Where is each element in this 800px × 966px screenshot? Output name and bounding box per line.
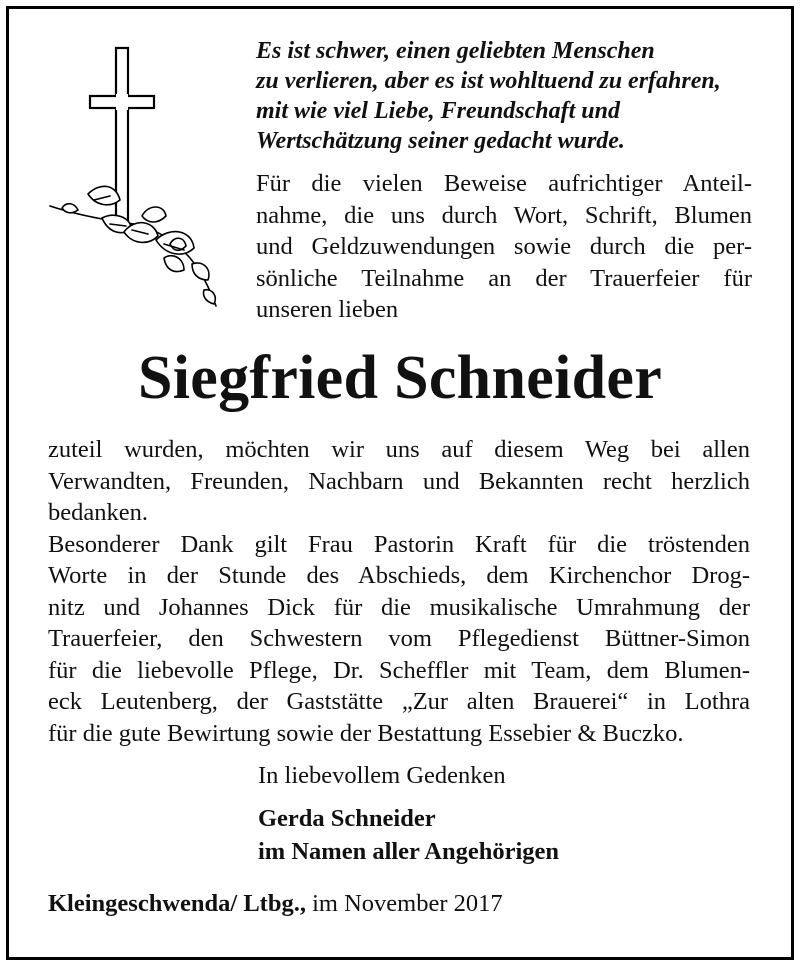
signature-line: im Namen aller Angehörigen [258, 838, 560, 865]
quote-line: zu verlieren, aber es ist wohltuend zu erfahren, [256, 68, 721, 94]
intro-line: unseren lieben [256, 296, 399, 323]
thanks-paragraph [48, 434, 750, 749]
intro-line: nahme, die uns durch Wort, Schrift, Blumen [256, 201, 752, 229]
signature-block [258, 802, 559, 868]
rose-icon [50, 186, 216, 306]
body-line: eck Leutenberg, der Gaststätte „Zur alten Brauerei“ in Lothra [48, 688, 750, 715]
closing-line: In liebevollem Gedenken [258, 762, 506, 789]
intro-line: sönliche Teilnahme an der Trauerfeier für [256, 264, 752, 292]
intro-line: Für die vielen Beweise aufrichtiger Anteil- [256, 170, 752, 197]
date: im November 2017 [312, 890, 503, 917]
body-line: Trauerfeier, den Schwestern vom Pflegedienst Büttner-Simon [48, 625, 750, 652]
body-line: nitz und Johannes Dick für die musikalische Umrahmung der [48, 593, 750, 621]
place: Kleingeschwenda/ Ltbg., [48, 890, 306, 917]
body-line: zuteil wurden, möchten wir uns auf diesem Weg bei allen [48, 436, 750, 463]
opening-quote [256, 36, 776, 156]
deceased-name: Siegfried Schneider [137, 344, 663, 412]
intro-paragraph [256, 168, 752, 326]
body-line: Worte in der Stunde des Abschieds, dem Kirchenchor Drog- [48, 562, 750, 589]
quote-line: Wertschätzung seiner gedacht wurde. [256, 128, 625, 154]
body-line: Besonderer Dank gilt Frau Pastorin Kraft für die tröstenden [48, 530, 750, 558]
quote-line: Es ist schwer, einen geliebten Menschen [256, 38, 655, 64]
body-line: für die liebevolle Pflege, Dr. Scheffler mit Team, dem Blumen- [48, 656, 750, 684]
body-line: bedanken. [48, 499, 148, 526]
signature-name: Gerda Schneider [258, 805, 436, 832]
body-line: für die gute Bewirtung sowie der Bestattung Essebier & Buczko. [48, 719, 684, 747]
place-date-line [48, 888, 503, 919]
cross-rose-illustration [44, 44, 224, 314]
intro-line: und Geldzuwendungen sowie durch die per- [256, 233, 752, 260]
quote-line: mit wie viel Liebe, Freundschaft und [256, 98, 620, 124]
body-line: Verwandten, Freunden, Nachbarn und Bekannten recht herzlich [48, 467, 750, 495]
